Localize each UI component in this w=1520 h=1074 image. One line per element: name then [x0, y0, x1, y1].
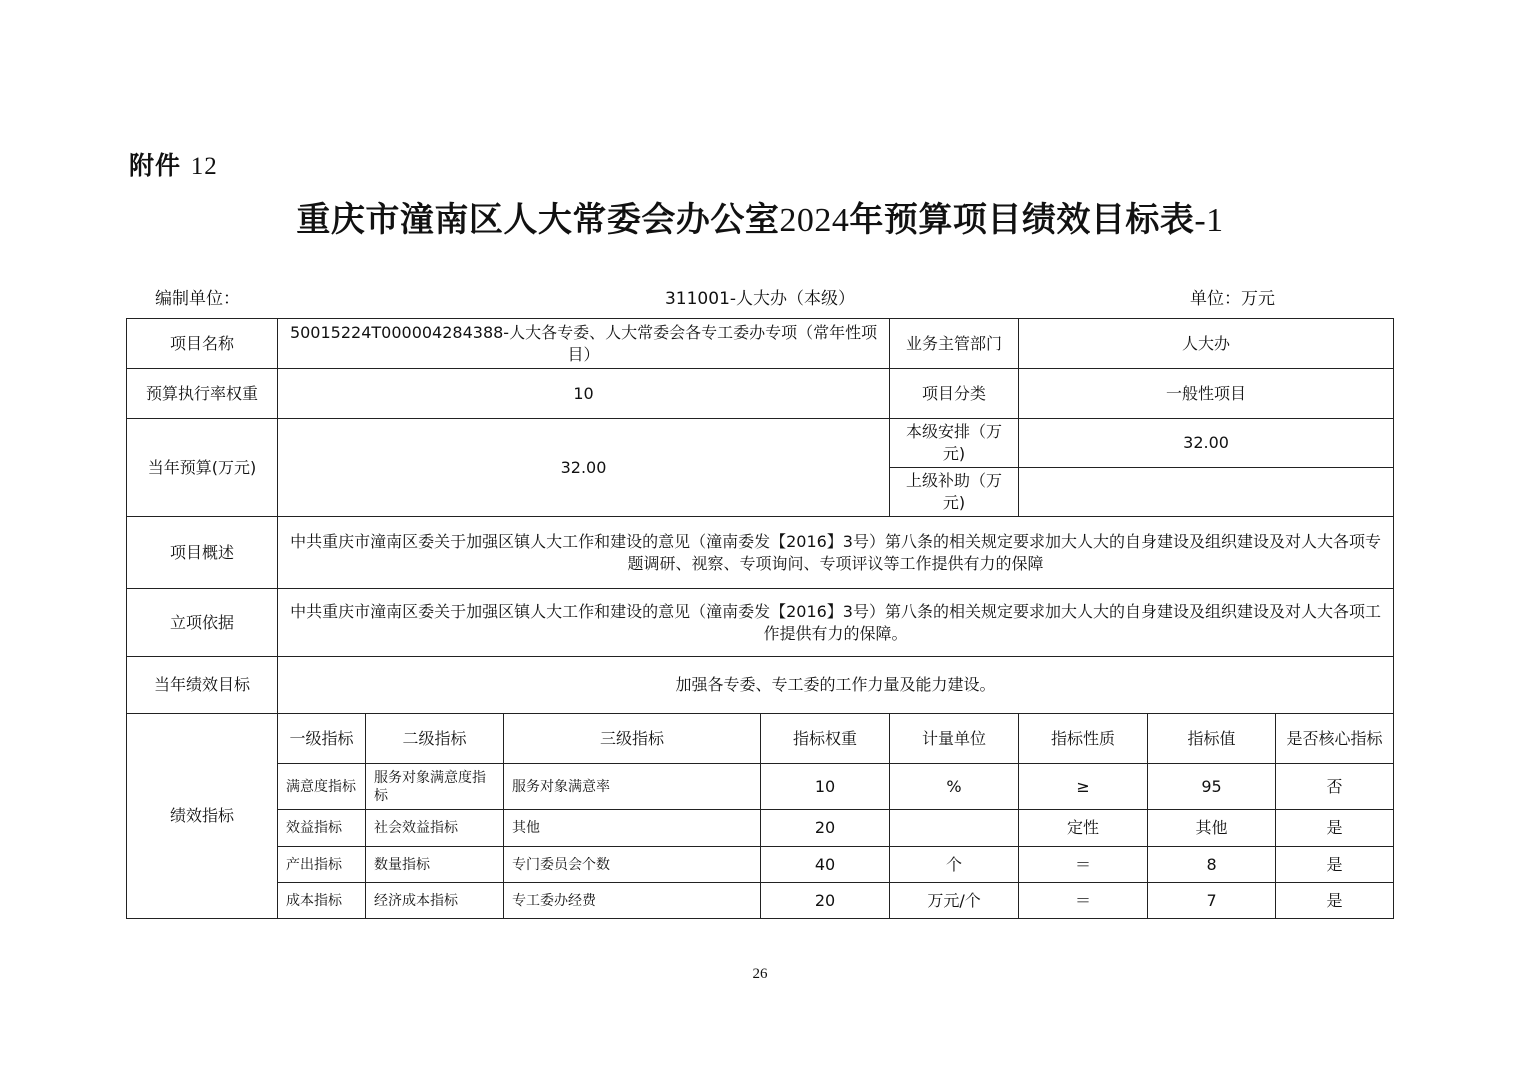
weight-cell: 20 [761, 810, 890, 847]
category-label: 项目分类 [890, 369, 1019, 419]
weight-cell: 20 [761, 883, 890, 919]
value-cell: 7 [1148, 883, 1276, 919]
core-cell: 是 [1276, 883, 1394, 919]
level2-cell: 社会效益指标 [366, 810, 504, 847]
level1-cell: 产出指标 [278, 847, 366, 883]
core-cell: 是 [1276, 847, 1394, 883]
overview-value: 中共重庆市潼南区委关于加强区镇人大工作和建设的意见（潼南委发【2016】3号）第八条的相关规定要求加大人大的自身建设及组织建设及对人大各项专题调研、视察、专项询问、专项评议等工作提供有力的保障 [278, 517, 1394, 589]
compiling-unit-label: 编制单位： [155, 289, 240, 309]
core-cell: 否 [1276, 764, 1394, 810]
level3-cell: 其他 [504, 810, 761, 847]
project-name-label: 项目名称 [127, 319, 278, 369]
unit-cell [890, 810, 1019, 847]
level1-cell: 效益指标 [278, 810, 366, 847]
basis-value: 中共重庆市潼南区委关于加强区镇人大工作和建设的意见（潼南委发【2016】3号）第八条的相关规定要求加大人大的自身建设及组织建设及对人大各项工作提供有力的保障。 [278, 589, 1394, 657]
nature-cell: ＝ [1019, 883, 1148, 919]
header-level2: 二级指标 [366, 714, 504, 764]
level1-cell: 成本指标 [278, 883, 366, 919]
nature-cell: ≥ [1019, 764, 1148, 810]
attachment-label [129, 146, 218, 182]
value-cell: 95 [1148, 764, 1276, 810]
title-year: 2024 [779, 202, 850, 239]
level3-cell: 专工委办经费 [504, 883, 761, 919]
overview-label: 项目概述 [127, 517, 278, 589]
indicators-label: 绩效指标 [127, 714, 278, 919]
indicator-row [127, 764, 1394, 810]
nature-cell: ＝ [1019, 847, 1148, 883]
attachment-text: 附件 [129, 151, 182, 180]
dept-value: 人大办 [1019, 319, 1394, 369]
budget-label: 当年预算(万元) [127, 419, 278, 517]
level2-cell: 服务对象满意度指标 [366, 764, 504, 810]
level2-cell: 数量指标 [366, 847, 504, 883]
header-weight: 指标权重 [761, 714, 890, 764]
goal-value: 加强各专委、专工委的工作力量及能力建设。 [278, 657, 1394, 714]
unit-cell: 万元/个 [890, 883, 1019, 919]
level2-cell: 经济成本指标 [366, 883, 504, 919]
level1-cell: 满意度指标 [278, 764, 366, 810]
core-cell: 是 [1276, 810, 1394, 847]
indicator-row [127, 883, 1394, 919]
weight-cell: 10 [761, 764, 890, 810]
header-unit: 计量单位 [890, 714, 1019, 764]
unit-cell: % [890, 764, 1019, 810]
dept-label: 业务主管部门 [890, 319, 1019, 369]
table-row [127, 517, 1394, 589]
level3-cell: 专门委员会个数 [504, 847, 761, 883]
indicator-header-row [127, 714, 1394, 764]
header-level1: 一级指标 [278, 714, 366, 764]
basis-label: 立项依据 [127, 589, 278, 657]
performance-table [126, 318, 1394, 919]
subsidy-label: 上级补助（万元) [890, 468, 1019, 517]
value-cell: 8 [1148, 847, 1276, 883]
level-label: 本级安排（万元) [890, 419, 1019, 468]
unit-cell: 个 [890, 847, 1019, 883]
title-part1: 重庆市潼南区人大常委会办公室 [296, 200, 780, 240]
weight-cell: 40 [761, 847, 890, 883]
indicator-row [127, 847, 1394, 883]
category-value: 一般性项目 [1019, 369, 1394, 419]
table-row [127, 589, 1394, 657]
level3-cell: 服务对象满意率 [504, 764, 761, 810]
header-value: 指标值 [1148, 714, 1276, 764]
table-row [127, 657, 1394, 714]
budget-value: 32.00 [278, 419, 890, 517]
table-row [127, 369, 1394, 419]
attachment-number: 12 [190, 153, 218, 180]
header-core: 是否核心指标 [1276, 714, 1394, 764]
nature-cell: 定性 [1019, 810, 1148, 847]
compiling-unit-value: 311001-人大办（本级） [664, 289, 856, 309]
goal-label: 当年绩效目标 [127, 657, 278, 714]
exec-rate-label: 预算执行率权重 [127, 369, 278, 419]
table-row [127, 419, 1394, 468]
title-suffix: -1 [1194, 202, 1224, 239]
subsidy-value [1019, 468, 1394, 517]
exec-rate-value: 10 [278, 369, 890, 419]
level-value: 32.00 [1019, 419, 1394, 468]
title-part2: 年预算项目绩效目标表 [849, 200, 1195, 240]
header-level3: 三级指标 [504, 714, 761, 764]
project-name-value: 50015224T000004284388-人大各专委、人大常委会各专工委办专项（常年性项目） [278, 319, 890, 369]
currency-unit-label: 单位：万元 [1190, 289, 1275, 309]
page-number: 26 [752, 966, 768, 982]
table-row [127, 319, 1394, 369]
page-title [0, 192, 1520, 241]
value-cell: 其他 [1148, 810, 1276, 847]
header-nature: 指标性质 [1019, 714, 1148, 764]
indicator-row [127, 810, 1394, 847]
